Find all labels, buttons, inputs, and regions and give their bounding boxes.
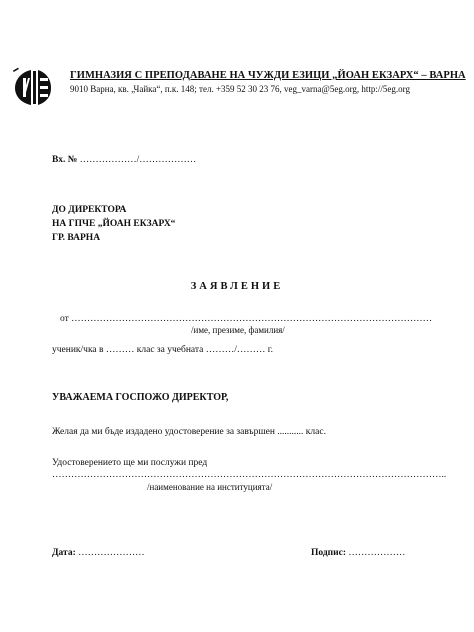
- request-text: Желая да ми бъде издадено удостоверение за завършен ........... клас.: [52, 427, 326, 437]
- signature-field: [311, 548, 405, 558]
- school-logo-icon: [13, 66, 53, 108]
- recipient-line-1: ДО ДИРЕКТОРА: [52, 205, 127, 215]
- salutation: УВАЖАЕМА ГОСПОЖО ДИРЕКТОР,: [52, 392, 229, 403]
- institution-hint: /наименование на институцията/: [147, 482, 273, 492]
- date-blank: …………………: [78, 548, 145, 558]
- document-title: ЗАЯВЛЕНИЕ: [190, 281, 284, 292]
- signature-label: Подпис:: [311, 548, 346, 558]
- incoming-number-blank: ………………/………………: [79, 155, 197, 165]
- applicant-name-field: от ……………………………………………………………………………………………………: [60, 314, 433, 324]
- purpose-text: Удостоверението ще ми послужи пред: [52, 458, 208, 468]
- school-name: ГИМНАЗИЯ С ПРЕПОДАВАНЕ НА ЧУЖДИ ЕЗИЦИ „ЙОАН ЕКЗАРХ“ – ВАРНА: [70, 70, 466, 81]
- incoming-number-label: Вх. №: [52, 155, 78, 165]
- recipient-line-3: ГР. ВАРНА: [52, 233, 101, 243]
- date-field: [52, 548, 145, 558]
- recipient-line-2: НА ГПЧЕ „ЙОАН ЕКЗАРХ“: [52, 219, 176, 229]
- signature-blank: ………………: [348, 548, 406, 558]
- incoming-number: [52, 155, 196, 165]
- student-class-field: ученик/чка в ……… клас за учебната ………/……… г.: [52, 345, 273, 355]
- school-address: 9010 Варна, кв. „Чайка“, п.к. 148; тел. +359 52 30 23 76, veg_varna@5eg.org, http://5eg.org: [70, 84, 410, 94]
- institution-field: ……………………………………………………………………………………………………………..: [52, 470, 447, 480]
- date-label: Дата:: [52, 548, 76, 558]
- applicant-name-hint: /име, презиме, фамилия/: [191, 325, 285, 335]
